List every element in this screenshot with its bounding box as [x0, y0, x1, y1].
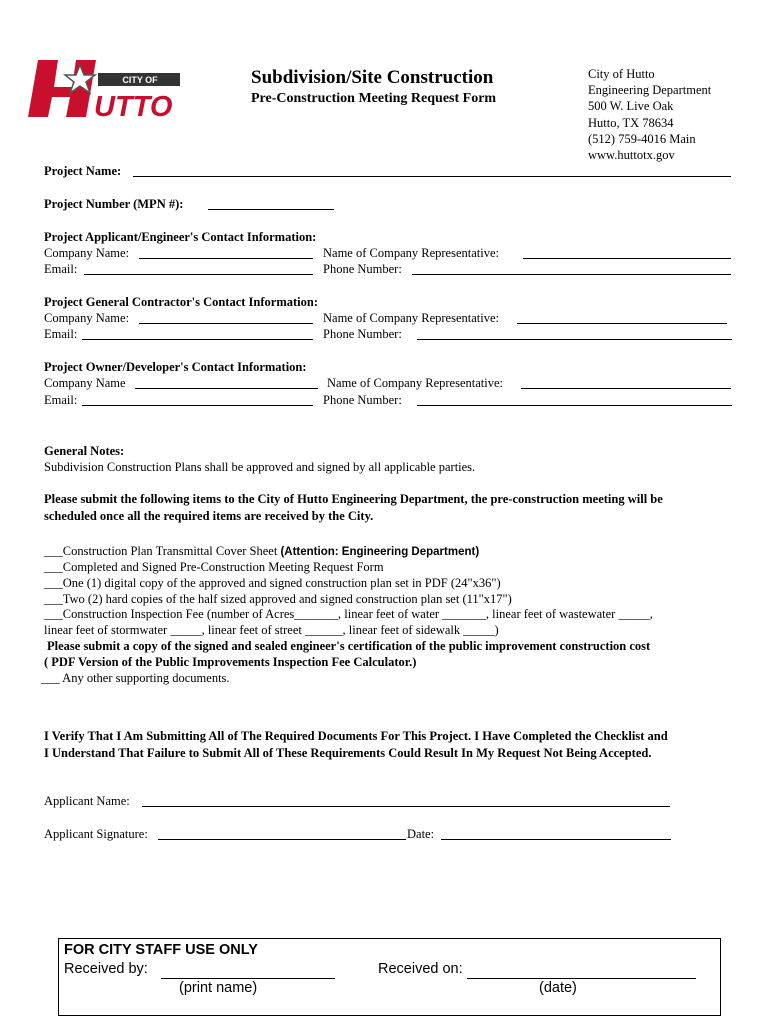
- received-by-label: Received by:: [64, 961, 148, 977]
- logo-name: UTTO: [94, 91, 173, 123]
- email-label: Email:: [44, 393, 78, 407]
- representative-label: Name of Company Representative:: [323, 246, 499, 260]
- city-staff-box: [58, 938, 721, 1016]
- date-field[interactable]: [441, 839, 671, 840]
- certification-instruction: Please submit a copy of the signed and sealed engineer's certification of the public improvement construction cost: [47, 639, 651, 653]
- applicant-engineer-heading: Project Applicant/Engineer's Contact Information:: [44, 230, 317, 244]
- date-hint: (date): [539, 980, 577, 996]
- form-title: Subdivision/Site Construction: [251, 67, 494, 88]
- email-label: Email:: [44, 327, 78, 341]
- department-address: [588, 66, 711, 163]
- staff-box-title: FOR CITY STAFF USE ONLY: [64, 942, 258, 958]
- phone-label: Phone Number:: [323, 393, 402, 407]
- phone-field[interactable]: [412, 274, 731, 275]
- address-line: (512) 759-4016 Main: [588, 131, 696, 146]
- checklist-item[interactable]: ___One (1) digital copy of the approved and signed construction plan set in PDF (24"x36"): [44, 576, 501, 590]
- project-name-field[interactable]: [133, 176, 731, 177]
- company-name-label: Company Name:: [44, 311, 130, 325]
- checklist-item[interactable]: ___Construction Inspection Fee (number of Acres_______, linear feet of water _______, linear feet of wastewater _____,: [44, 607, 653, 621]
- representative-label: Name of Company Representative:: [323, 311, 499, 325]
- applicant-signature-label: Applicant Signature:: [44, 827, 148, 841]
- checklist-item[interactable]: ___Two (2) hard copies of the half sized approved and signed construction plan set (11"x17"): [44, 592, 512, 606]
- general-notes-text: Subdivision Construction Plans shall be approved and signed by all applicable parties.: [44, 460, 476, 474]
- city-of-hutto-logo: [28, 55, 188, 125]
- attention-note: (Attention: Engineering Department): [280, 546, 480, 558]
- verification-statement: I Understand That Failure to Submit All of These Requirements Could Result In My Request Not Being Accepted.: [44, 746, 652, 760]
- address-line: City of Hutto: [588, 67, 655, 81]
- representative-field[interactable]: [523, 258, 731, 259]
- phone-field[interactable]: [417, 405, 732, 406]
- address-line: Hutto, TX 78634: [588, 115, 674, 130]
- received-on-label: Received on:: [378, 961, 463, 977]
- company-name-label: Company Name: [44, 376, 126, 390]
- project-number-label: Project Number (MPN #):: [44, 197, 184, 211]
- submit-instructions-line: Please submit the following items to the City of Hutto Engineering Department, the pre-construction meeting will be: [44, 492, 663, 506]
- general-contractor-heading: Project General Contractor's Contact Information:: [44, 295, 318, 309]
- phone-field[interactable]: [417, 339, 732, 340]
- company-name-label: Company Name:: [44, 246, 130, 260]
- checklist-item-continued[interactable]: linear feet of stormwater _____, linear feet of street ______, linear feet of sidewalk _____): [44, 623, 499, 637]
- received-on-field[interactable]: [467, 978, 696, 979]
- general-notes-heading: General Notes:: [44, 444, 125, 458]
- checklist-item[interactable]: [44, 543, 479, 560]
- phone-label: Phone Number:: [323, 327, 402, 341]
- representative-field[interactable]: [517, 323, 727, 324]
- address-line: www.huttotx.gov: [588, 147, 675, 162]
- email-field[interactable]: [82, 339, 313, 340]
- print-name-hint: (print name): [179, 980, 258, 996]
- verification-statement: I Verify That I Am Submitting All of The Required Documents For This Project. I Have Completed the Checklist and: [44, 729, 668, 743]
- address-line: Engineering Department: [588, 83, 712, 98]
- applicant-signature-field[interactable]: [158, 839, 406, 840]
- form-subtitle: Pre-Construction Meeting Request Form: [251, 91, 497, 106]
- email-field[interactable]: [84, 274, 313, 275]
- email-label: Email:: [44, 262, 78, 276]
- date-label: Date:: [407, 827, 435, 841]
- project-number-field[interactable]: [208, 209, 334, 210]
- owner-developer-heading: Project Owner/Developer's Contact Information:: [44, 360, 307, 374]
- applicant-name-label: Applicant Name:: [44, 794, 130, 808]
- company-name-field[interactable]: [135, 388, 318, 389]
- phone-label: Phone Number:: [323, 262, 402, 276]
- logo-city-of: CITY OF: [122, 75, 158, 85]
- checklist-item[interactable]: ___Completed and Signed Pre-Construction Meeting Request Form: [44, 560, 384, 574]
- representative-label: Name of Company Representative:: [327, 376, 503, 390]
- project-name-label: Project Name:: [44, 164, 122, 178]
- email-field[interactable]: [82, 405, 313, 406]
- certification-instruction: ( PDF Version of the Public Improvements Inspection Fee Calculator.): [44, 655, 417, 669]
- checklist-item[interactable]: ___ Any other supporting documents.: [41, 671, 230, 685]
- applicant-name-field[interactable]: [142, 806, 670, 807]
- representative-field[interactable]: [521, 388, 731, 389]
- address-line: 500 W. Live Oak: [588, 99, 674, 114]
- checklist-item-text: ___Construction Plan Transmittal Cover Sheet: [44, 544, 281, 558]
- company-name-field[interactable]: [139, 323, 313, 324]
- company-name-field[interactable]: [139, 258, 313, 259]
- submit-instructions-line: scheduled once all the required items are received by the City.: [44, 509, 374, 523]
- received-by-field[interactable]: [161, 978, 335, 979]
